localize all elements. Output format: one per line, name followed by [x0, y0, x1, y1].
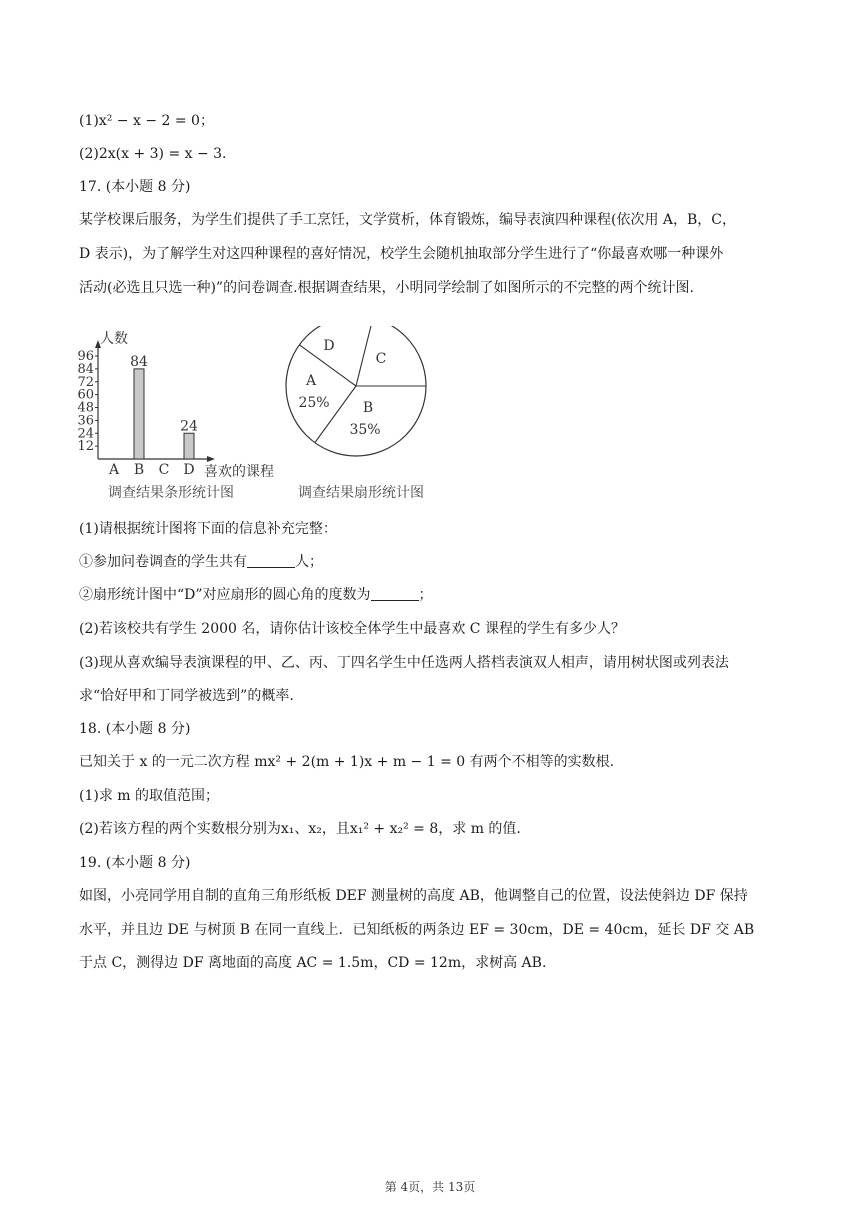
q17-item2	[79, 585, 433, 605]
pie-slice-label: D	[323, 338, 335, 354]
pie-slice-label: A	[305, 373, 317, 389]
answer-blank-1	[247, 553, 295, 568]
equation-2: (2)2x(x + 3) = x − 3.	[79, 146, 227, 162]
bar-ytick-label: 72	[77, 374, 94, 390]
q19-text-line1: 如图，小亮同学用自制的直角三角形纸板 DEF 测量树的高度 AB，他调整自己的位置，设法使斜边 DF 保持	[79, 888, 748, 904]
bar-category-label: A	[108, 462, 120, 478]
bar-ytick-label: 24	[77, 426, 94, 442]
q17-text-line2: D 表示)，为了解学生对这四种课程的喜好情况，校学生会随机抽取部分学生进行了“你最喜欢哪一种课外	[79, 246, 724, 262]
bar-category-label: B	[133, 462, 145, 478]
bar-ytick-label: 12	[77, 439, 94, 455]
pie-slice-value: 25%	[298, 395, 330, 411]
bar-ytick-label: 48	[77, 400, 94, 416]
q17-text-line1: 某学校课后服务，为学生们提供了手工烹饪，文学赏析，体育锻炼，编导表演四种课程(依次用 A，B，C，	[79, 212, 737, 228]
bar-ytick-label: 36	[77, 413, 94, 429]
q17-item1-text: ①参加问卷调查的学生共有	[79, 554, 247, 570]
q17-item1-unit: 人；	[295, 554, 323, 570]
bar-ytick-label: 96	[77, 349, 94, 364]
bar-category-label: C	[158, 462, 170, 478]
bar-xlabel: 喜欢的课程	[204, 464, 274, 480]
answer-blank-2	[371, 586, 419, 601]
page-footer: 第 4页，共 13页	[384, 1180, 476, 1194]
q18-sub1: (1)求 m 的取值范围；	[79, 788, 220, 804]
q19-text-line3: 于点 C，测得边 DF 离地面的高度 AC = 1.5m，CD = 12m，求树高 AB.	[79, 955, 547, 971]
q17-sub2: (2)若该校共有学生 2000 名，请你估计该校全体学生中最喜欢 C 课程的学生有多少人？	[79, 621, 625, 637]
q17-item2-end: ；	[418, 587, 433, 603]
q19-heading: 19. (本小题 8 分)	[79, 855, 191, 871]
equation-1: (1)x² − x − 2 = 0；	[79, 113, 214, 129]
bar	[134, 369, 144, 459]
bar-chart-caption: 调查结果条形统计图	[108, 485, 234, 501]
bar-x-axis-arrow	[207, 456, 215, 462]
bar-ytick-label: 84	[77, 361, 94, 377]
q19-text-line2: 水平，并且边 DE 与树顶 B 在同一直线上．已知纸板的两条边 EF = 30cm，DE = 40cm，延长 DF 交 AB	[79, 922, 755, 938]
q18-heading: 18. (本小题 8 分)	[79, 721, 191, 737]
q17-item2-text: ②扇形统计图中“D”对应扇形的圆心角的度数为	[79, 587, 371, 603]
bar-data-label: 84	[130, 353, 148, 370]
bar-ylabel: 人数	[100, 331, 128, 347]
bar-ytick-label: 60	[77, 387, 94, 403]
pie-chart	[286, 326, 426, 501]
q17-item1	[79, 552, 323, 572]
q18-text: 已知关于 x 的一元二次方程 mx² + 2(m + 1)x + m − 1 = 0 有两个不相等的实数根.	[79, 754, 615, 770]
bar-data-label: 24	[180, 418, 198, 435]
pie-chart-caption: 调查结果扇形统计图	[298, 485, 424, 501]
q17-sub3-line1: (3)现从喜欢编导表演课程的甲、乙、丙、丁四名学生中任选两人搭档表演双人相声，请用树状图或列表法	[79, 655, 729, 671]
pie-slice-label: C	[375, 351, 387, 367]
q17-sub3-line2: 求“恰好甲和丁同学被选到”的概率.	[79, 688, 294, 704]
q18-sub2: (2)若该方程的两个实数根分别为x₁、x₂，且x₁² + x₂² = 8，求 m 的值.	[79, 821, 521, 837]
q17-text-line3: 活动(必选且只选一种)”的问卷调查.根据调查结果，小明同学绘制了如图所示的不完整的两个统计图.	[79, 280, 694, 296]
statistics-figure	[70, 326, 470, 506]
bar-category-label: D	[183, 462, 195, 478]
pie-slice-value: 35%	[349, 422, 381, 438]
bar	[184, 433, 194, 459]
pie-slice-label: B	[362, 400, 374, 416]
q17-heading: 17. (本小题 8 分)	[79, 179, 191, 195]
bar-chart	[77, 330, 274, 501]
q17-sub1: (1)请根据统计图将下面的信息补充完整：	[79, 521, 337, 537]
